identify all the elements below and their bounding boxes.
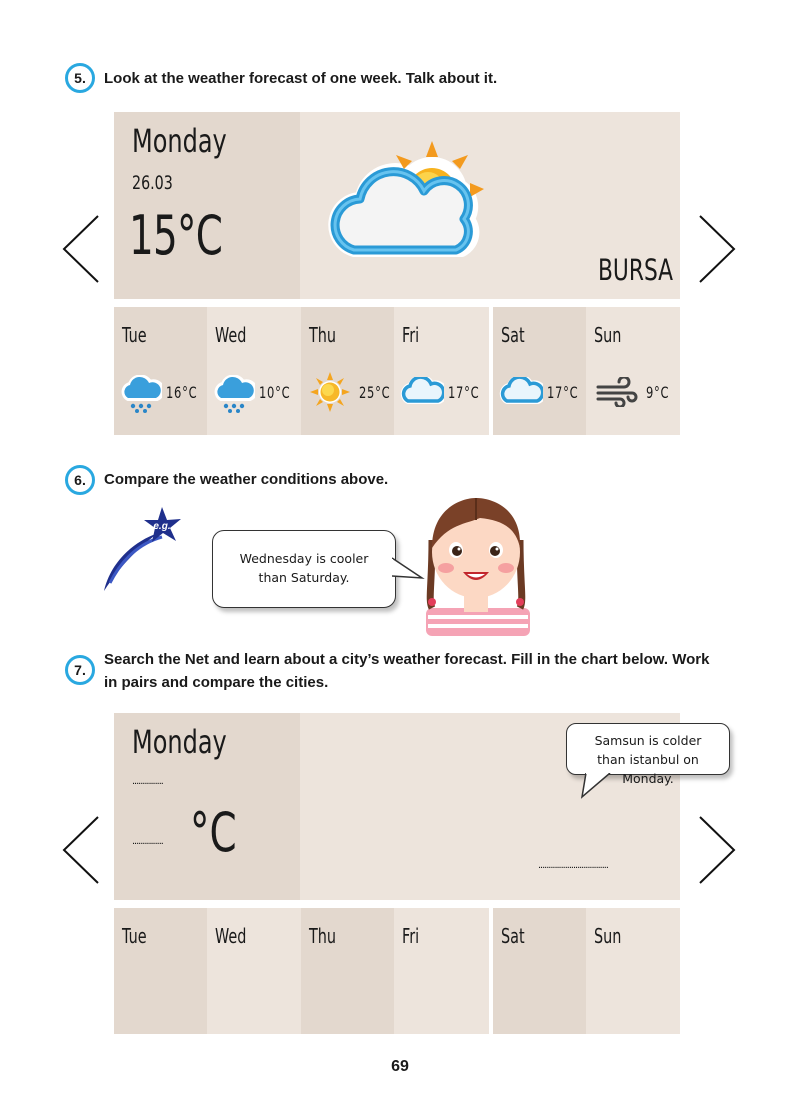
day-cell-thu: Thu 25°C (301, 307, 394, 435)
chart-day-cell-wed[interactable]: Wed (215, 924, 247, 948)
partly-cloudy-icon (324, 137, 496, 267)
chart-date-blank[interactable]: ............... (132, 775, 163, 787)
chart-speech-bubble-tail (580, 773, 616, 801)
chart-city-blank[interactable]: .................................. (538, 859, 608, 871)
next-arrow-icon[interactable] (696, 214, 736, 284)
forecast-city: BURSA (598, 253, 674, 287)
exercise-7-instruction-line2: in pairs and compare the cities. (104, 674, 329, 691)
chart-speech-bubble: Samsun is colder than istanbul on Monday. (566, 723, 730, 775)
sun-icon (309, 371, 351, 413)
day-cell-fri: Fri 17°C (394, 307, 489, 435)
chart-day-cell-thu[interactable]: Thu (301, 908, 394, 1034)
chart-day-cell-sat[interactable]: Sat (493, 908, 586, 1034)
day-cell-wed: Wed 10°C (207, 307, 301, 435)
example-speech-bubble: Wednesday is cooler than Saturday. (212, 530, 396, 608)
chart-day-cell-tue[interactable]: Tue (114, 908, 207, 1034)
day-cell-tue: Tue 16°C (114, 307, 207, 435)
chart-temp-blank[interactable]: ............... (132, 835, 163, 847)
day-cell-sat: Sat 17°C (493, 307, 586, 435)
exercise-5-number: 5. (65, 63, 95, 93)
example-star-icon (100, 505, 186, 593)
exercise-6-instruction: Compare the weather conditions above. (104, 471, 389, 488)
cloud-icon (400, 377, 444, 405)
forecast-date: 26.03 (132, 172, 173, 194)
forecast-main-panel (114, 112, 680, 299)
forecast-temperature: 15°C (129, 204, 223, 267)
exercise-7-number: 7. (65, 655, 95, 685)
wind-icon (596, 377, 638, 407)
page-number: 69 (391, 1058, 409, 1075)
day-cell-sun: Sun 9°C (586, 307, 680, 435)
chart-temp-unit: °C (190, 801, 237, 864)
chart-day-cell-sun[interactable]: Sun (594, 924, 622, 948)
forecast-day: Monday (132, 122, 227, 160)
exercise-5-instruction: Look at the weather forecast of one week. Talk about it. (104, 70, 498, 87)
next-arrow-icon[interactable] (696, 815, 736, 885)
chart-day-cell-fri[interactable]: Fri (402, 924, 420, 948)
previous-arrow-icon[interactable] (62, 815, 102, 885)
chart-day: Monday (132, 723, 227, 761)
exercise-6-number: 6. (65, 465, 95, 495)
exercise-7-instruction-line1: Search the Net and learn about a city’s weather forecast. Fill in the chart below. Work (104, 651, 710, 668)
rain-cloud-icon (120, 375, 162, 413)
rain-cloud-icon (213, 375, 255, 413)
cloud-icon (499, 377, 543, 405)
previous-arrow-icon[interactable] (62, 214, 102, 284)
example-badge: e.g. (153, 521, 171, 532)
girl-avatar (418, 490, 534, 636)
